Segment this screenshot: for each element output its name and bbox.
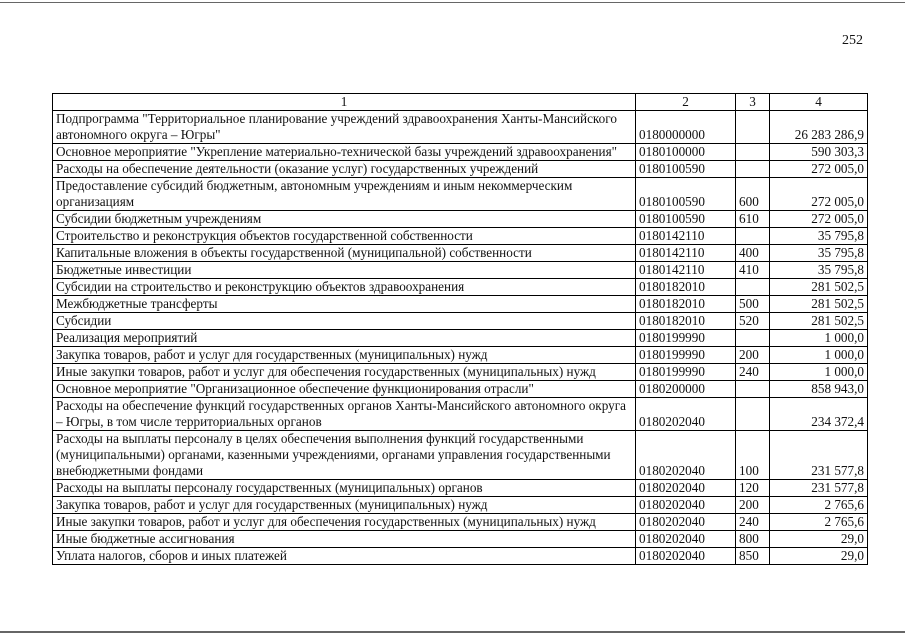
row-expense-group: [736, 381, 770, 398]
row-expense-group: 500: [736, 296, 770, 313]
page-number: 252: [842, 33, 863, 48]
table-row: [53, 381, 868, 398]
row-target-code: 0180100000: [636, 144, 736, 161]
row-name: Расходы на обеспечение функций государственных органов Ханты-Мансийского автономного округа – Югры, в том числе территориальных органов: [53, 398, 636, 431]
table-row: [53, 245, 868, 262]
row-expense-group: 800: [736, 531, 770, 548]
row-target-code: 0180202040: [636, 480, 736, 497]
row-target-code: 0180000000: [636, 111, 736, 144]
row-expense-group: [736, 228, 770, 245]
row-amount: 2 765,6: [770, 497, 868, 514]
row-target-code: 0180202040: [636, 548, 736, 565]
table-row: [53, 364, 868, 381]
row-name: Предоставление субсидий бюджетным, автономным учреждениям и иным некоммерческим организациям: [53, 178, 636, 211]
row-target-code: 0180100590: [636, 178, 736, 211]
row-amount: 29,0: [770, 548, 868, 565]
table-row: [53, 313, 868, 330]
row-name: Подпрограмма "Территориальное планирование учреждений здравоохранения Ханты-Мансийского автономного округа – Югры": [53, 111, 636, 144]
top-scan-edge: [0, 2, 905, 3]
row-target-code: 0180100590: [636, 211, 736, 228]
row-name: Иные закупки товаров, работ и услуг для обеспечения государственных (муниципальных) нужд: [53, 364, 636, 381]
table-row: [53, 262, 868, 279]
row-name: Основное мероприятие "Организационное обеспечение функционирования отрасли": [53, 381, 636, 398]
row-expense-group: 610: [736, 211, 770, 228]
row-name: Основное мероприятие "Укрепление материально-технической базы учреждений здравоохранения": [53, 144, 636, 161]
row-amount: 1 000,0: [770, 364, 868, 381]
row-expense-group: 200: [736, 347, 770, 364]
row-expense-group: 520: [736, 313, 770, 330]
row-expense-group: [736, 398, 770, 431]
row-expense-group: 100: [736, 431, 770, 480]
row-expense-group: [736, 330, 770, 347]
row-target-code: 0180202040: [636, 398, 736, 431]
table-row: [53, 431, 868, 480]
row-amount: 29,0: [770, 531, 868, 548]
column-header-3: 3: [736, 94, 770, 111]
row-name: Строительство и реконструкция объектов государственной собственности: [53, 228, 636, 245]
table-row: [53, 111, 868, 144]
row-amount: 35 795,8: [770, 228, 868, 245]
row-amount: 26 283 286,9: [770, 111, 868, 144]
table-header-row: [53, 94, 868, 111]
row-expense-group: 400: [736, 245, 770, 262]
row-name: Иные закупки товаров, работ и услуг для обеспечения государственных (муниципальных) нужд: [53, 514, 636, 531]
column-header-1: 1: [53, 94, 636, 111]
table-row: [53, 548, 868, 565]
table-row: [53, 497, 868, 514]
row-amount: 2 765,6: [770, 514, 868, 531]
row-amount: 234 372,4: [770, 398, 868, 431]
row-name: Расходы на обеспечение деятельности (оказание услуг) государственных учреждений: [53, 161, 636, 178]
row-amount: 858 943,0: [770, 381, 868, 398]
row-name: Межбюджетные трансферты: [53, 296, 636, 313]
table-row: [53, 347, 868, 364]
table-row: [53, 531, 868, 548]
row-name: Бюджетные инвестиции: [53, 262, 636, 279]
row-amount: 590 303,3: [770, 144, 868, 161]
table-row: [53, 144, 868, 161]
row-expense-group: [736, 111, 770, 144]
row-name: Закупка товаров, работ и услуг для государственных (муниципальных) нужд: [53, 347, 636, 364]
row-target-code: 0180202040: [636, 514, 736, 531]
row-target-code: 0180199990: [636, 347, 736, 364]
budget-table: [52, 93, 868, 565]
row-target-code: 0180182010: [636, 296, 736, 313]
table-row: [53, 330, 868, 347]
row-amount: 35 795,8: [770, 245, 868, 262]
row-name: Субсидии бюджетным учреждениям: [53, 211, 636, 228]
row-target-code: 0180199990: [636, 364, 736, 381]
row-expense-group: 600: [736, 178, 770, 211]
row-expense-group: 240: [736, 514, 770, 531]
row-amount: 35 795,8: [770, 262, 868, 279]
row-name: Капитальные вложения в объекты государственной (муниципальной) собственности: [53, 245, 636, 262]
table-row: [53, 228, 868, 245]
row-amount: 272 005,0: [770, 211, 868, 228]
row-target-code: 0180202040: [636, 431, 736, 480]
row-target-code: 0180100590: [636, 161, 736, 178]
row-name: Закупка товаров, работ и услуг для государственных (муниципальных) нужд: [53, 497, 636, 514]
column-header-2: 2: [636, 94, 736, 111]
row-name: Расходы на выплаты персоналу в целях обеспечения выполнения функций государственными (муниципальными) органами, казенными учреждениями, органами управления государственными внебюджетными фондами: [53, 431, 636, 480]
row-expense-group: [736, 279, 770, 296]
row-expense-group: [736, 144, 770, 161]
row-target-code: 0180182010: [636, 279, 736, 296]
table-row: [53, 296, 868, 313]
row-expense-group: 850: [736, 548, 770, 565]
row-expense-group: 200: [736, 497, 770, 514]
row-expense-group: [736, 161, 770, 178]
row-expense-group: 410: [736, 262, 770, 279]
row-target-code: 0180200000: [636, 381, 736, 398]
row-amount: 281 502,5: [770, 313, 868, 330]
row-amount: 231 577,8: [770, 480, 868, 497]
row-name: Уплата налогов, сборов и иных платежей: [53, 548, 636, 565]
row-name: Иные бюджетные ассигнования: [53, 531, 636, 548]
row-name: Реализация мероприятий: [53, 330, 636, 347]
row-name: Субсидии на строительство и реконструкцию объектов здравоохранения: [53, 279, 636, 296]
row-name: Субсидии: [53, 313, 636, 330]
row-target-code: 0180142110: [636, 228, 736, 245]
table-row: [53, 514, 868, 531]
row-amount: 281 502,5: [770, 279, 868, 296]
row-target-code: 0180202040: [636, 531, 736, 548]
row-target-code: 0180142110: [636, 262, 736, 279]
row-expense-group: 120: [736, 480, 770, 497]
table-row: [53, 480, 868, 497]
table-row: [53, 178, 868, 211]
column-header-4: 4: [770, 94, 868, 111]
row-amount: 272 005,0: [770, 161, 868, 178]
table-row: [53, 211, 868, 228]
row-amount: 281 502,5: [770, 296, 868, 313]
row-target-code: 0180182010: [636, 313, 736, 330]
row-expense-group: 240: [736, 364, 770, 381]
row-name: Расходы на выплаты персоналу государственных (муниципальных) органов: [53, 480, 636, 497]
row-amount: 1 000,0: [770, 330, 868, 347]
table-row: [53, 398, 868, 431]
row-amount: 272 005,0: [770, 178, 868, 211]
table-row: [53, 161, 868, 178]
bottom-scan-edge: [0, 631, 905, 633]
row-target-code: 0180202040: [636, 497, 736, 514]
row-amount: 1 000,0: [770, 347, 868, 364]
row-target-code: 0180199990: [636, 330, 736, 347]
row-amount: 231 577,8: [770, 431, 868, 480]
row-target-code: 0180142110: [636, 245, 736, 262]
table-row: [53, 279, 868, 296]
